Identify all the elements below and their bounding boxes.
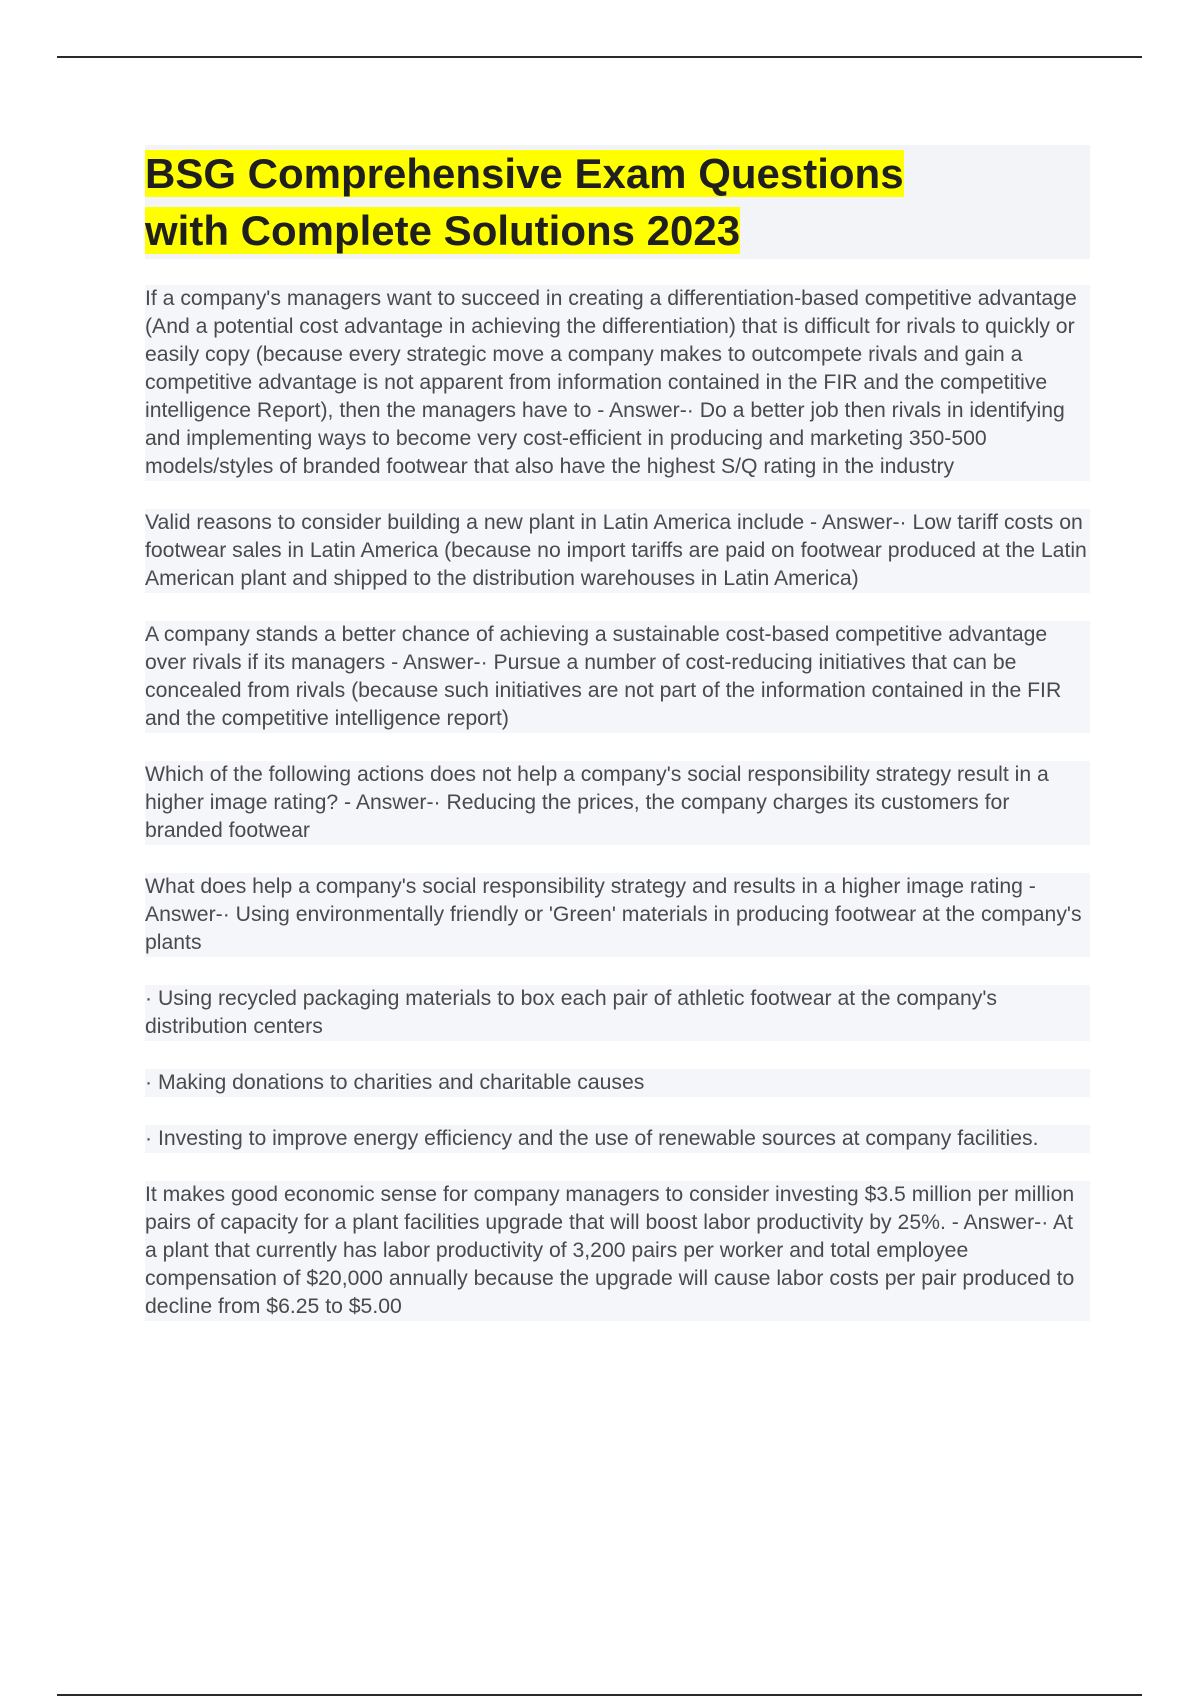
bullet-recycled-packaging: · Using recycled packaging materials to box each pair of athletic footwear at the company's distribution centers	[145, 985, 1090, 1041]
bullet-donations: · Making donations to charities and charitable causes	[145, 1069, 1090, 1097]
qa-paragraph-differentiation: If a company's managers want to succeed in creating a differentiation-based competitive advantage (And a potential cost advantage in achieving the differentiation) that is difficult for rivals to quickly or easily copy (because every strategic move a company makes to outcompete rivals and gain a competitive advantage is not apparent from information contained in the FIR and the competitive intelligence Report), then the managers have to - Answer-· Do a better job then rivals in identifying and implementing ways to become very cost-efficient in producing and marketing 350-500 models/styles of branded footwear that also have the highest S/Q rating in the industry	[145, 285, 1090, 481]
bottom-rule	[57, 1694, 1142, 1696]
document-title	[145, 145, 1090, 259]
qa-paragraph-plant-upgrade: It makes good economic sense for company managers to consider investing $3.5 million per million pairs of capacity for a plant facilities upgrade that will boost labor productivity by 25%. - Answer-· At a plant that currently has labor productivity of 3,200 pairs per worker and total employee compensation of $20,000 annually because the upgrade will cause labor costs per pair produced to decline from $6.25 to $5.00	[145, 1181, 1090, 1321]
qa-paragraph-cost-advantage: A company stands a better chance of achieving a sustainable cost-based competitive advantage over rivals if its managers - Answer-· Pursue a number of cost-reducing initiatives that can be concealed from rivals (because such initiatives are not part of the information contained in the FIR and the competitive intelligence report)	[145, 621, 1090, 733]
bullet-energy-efficiency: · Investing to improve energy efficiency and the use of renewable sources at company facilities.	[145, 1125, 1090, 1153]
title-line-1: BSG Comprehensive Exam Questions	[145, 150, 904, 197]
title-line-2: with Complete Solutions 2023	[145, 207, 741, 254]
qa-paragraph-image-rating-not: Which of the following actions does not help a company's social responsibility strategy result in a higher image rating? - Answer-· Reducing the prices, the company charges its customers for branded footwear	[145, 761, 1090, 845]
qa-paragraph-latin-america-plant: Valid reasons to consider building a new plant in Latin America include - Answer-· Low tariff costs on footwear sales in Latin America (because no import tariffs are paid on footwear produced at the Latin American plant and shipped to the distribution warehouses in Latin America)	[145, 509, 1090, 593]
qa-paragraph-image-rating-does: What does help a company's social responsibility strategy and results in a higher image rating - Answer-· Using environmentally friendly or 'Green' materials in producing footwear at the company's plants	[145, 873, 1090, 957]
document-body	[145, 145, 1090, 1349]
title-block	[145, 145, 1090, 259]
top-rule	[57, 56, 1142, 58]
